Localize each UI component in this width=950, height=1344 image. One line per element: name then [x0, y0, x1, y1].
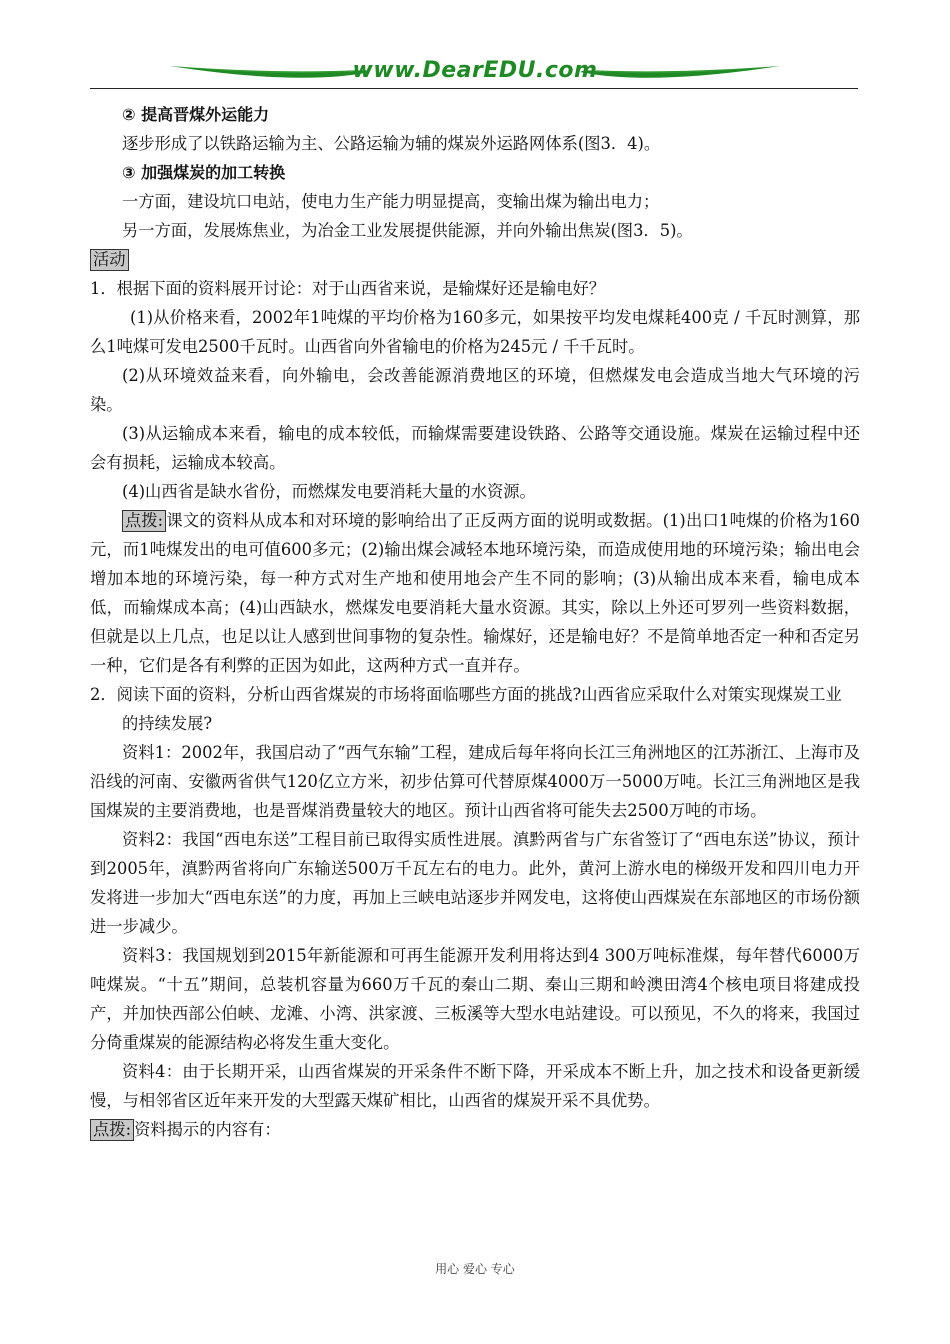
- question-1-material-1: (1)从价格来看，2002年1吨煤的平均价格为160多元，如果按平均发电煤耗400克 / 千瓦时测算，那么1吨煤可发电2500千瓦时。山西省向外省输电的价格为245元 / 千千瓦时。: [90, 308, 860, 356]
- hint-2: [90, 1115, 860, 1144]
- question-1: 1．根据下面的资料展开讨论：对于山西省来说，是输煤好还是输电好？: [90, 279, 606, 298]
- question-1-material-2: (2)从环境效益来看，向外输电，会改善能源消费地区的环境，但燃煤发电会造成当地大气环境的污染。: [90, 366, 860, 414]
- page-footer: 用心 爱心 专心: [435, 1262, 515, 1276]
- material-4: 资料4：由于长期开采，山西省煤炭的开采条件不断下降，开采成本不断上升，加之技术和设备更新缓慢，与相邻省区近年来开发的大型露天煤矿相比，山西省的煤炭开采不具优势。: [90, 1062, 860, 1110]
- activity-row: [90, 245, 860, 274]
- paragraph-coke: 另一方面，发展炼焦业，为冶金工业发展提供能源，并向外输出焦炭(图3．5)。: [122, 221, 693, 240]
- question-1-material-3: (3)从运输成本来看，输电的成本较低，而输煤需要建设铁路、公路等交通设施。煤炭在运输过程中还会有损耗，运输成本较高。: [90, 424, 860, 472]
- logo-text: www.DearEDU.com: [352, 58, 598, 83]
- site-logo: [170, 56, 780, 86]
- hint-2-tag: 点拨:: [90, 1119, 134, 1141]
- header-divider: [90, 88, 858, 89]
- page-header: [90, 56, 858, 92]
- material-2: 资料2：我国“西电东送”工程目前已取得实质性进展。滇黔两省与广东省签订了“西电东送”协议，预计到2005年，滇黔两省将向广东输送500万千瓦左右的电力。此外，黄河上游水电的梯级开发和四川电力开发将进一步加大“西电东送”的力度，再加上三峡电站逐步并网发电，这将使山西煤炭在东部地区的市场份额进一步减少。: [90, 830, 860, 936]
- paragraph-rail: 逐步形成了以铁路运输为主、公路运输为辅的煤炭外运路网体系(图3．4)。: [122, 134, 661, 153]
- section-heading-3: ③ 加强煤炭的加工转换: [122, 163, 286, 182]
- material-1: 资料1：2002年，我国启动了“西气东输”工程，建成后每年将向长江三角洲地区的江苏浙江、上海市及沿线的河南、安徽两省供气120亿立方米，初步估算可代替原煤4000万一5000万吨。长江三角洲地区是我国煤炭的主要消费地，也是晋煤消费量较大的地区。预计山西省将可能失去2500万吨的市场。: [90, 743, 860, 820]
- question-2-continuation: 的持续发展?: [122, 714, 213, 733]
- hint-1: [90, 506, 860, 680]
- hint-1-tag: 点拨:: [122, 510, 166, 532]
- document-body: [90, 100, 860, 1144]
- material-3: 资料3：我国规划到2015年新能源和可再生能源开发利用将达到4 300万吨标准煤，每年替代6000万吨煤炭。“十五”期间，总装机容量为660万千瓦的秦山二期、秦山三期和岭澳田湾4个核电项目将建成投产，并加快西部公伯峡、龙滩、小湾、洪家渡、三板溪等大型水电站建设。可以预见，不久的将来，我国过分倚重煤炭的能源结构必将发生重大变化。: [90, 946, 860, 1052]
- hint-1-text: 课文的资料从成本和对环境的影响给出了正反两方面的说明或数据。(1)出口1吨煤的价格为160元，而1吨煤发出的电可值600多元；(2)输出煤会减轻本地环境污染，而造成使用地的环境污染；输出电会增加本地的环境污染，每一种方式对生产地和使用地会产生不同的影响；(3)从输出成本来看，输电成本低，而输煤成本高；(4)山西缺水，燃煤发电要消耗大量水资源。其实，除以上外还可罗列一些资料数据，但就是以上几点，也足以让人感到世间事物的复杂性。输煤好，还是输电好？不是简单地否定一种和否定另一种，它们是各有利弊的正因为如此，这两种方式一直并存。: [90, 511, 860, 675]
- question-2: 2．阅读下面的资料，分析山西省煤炭的市场将面临哪些方面的挑战?山西省应采取什么对策实现煤炭工业: [90, 685, 842, 704]
- section-heading-2: ② 提高晋煤外运能力: [122, 105, 270, 124]
- activity-tag: 活动: [90, 249, 129, 271]
- paragraph-power: 一方面，建设坑口电站，使电力生产能力明显提高，变输出煤为输出电力；: [122, 192, 660, 211]
- hint-2-text: 资料揭示的内容有：: [134, 1120, 281, 1139]
- question-1-material-4: (4)山西省是缺水省份，而燃煤发电要消耗大量的水资源。: [122, 482, 536, 501]
